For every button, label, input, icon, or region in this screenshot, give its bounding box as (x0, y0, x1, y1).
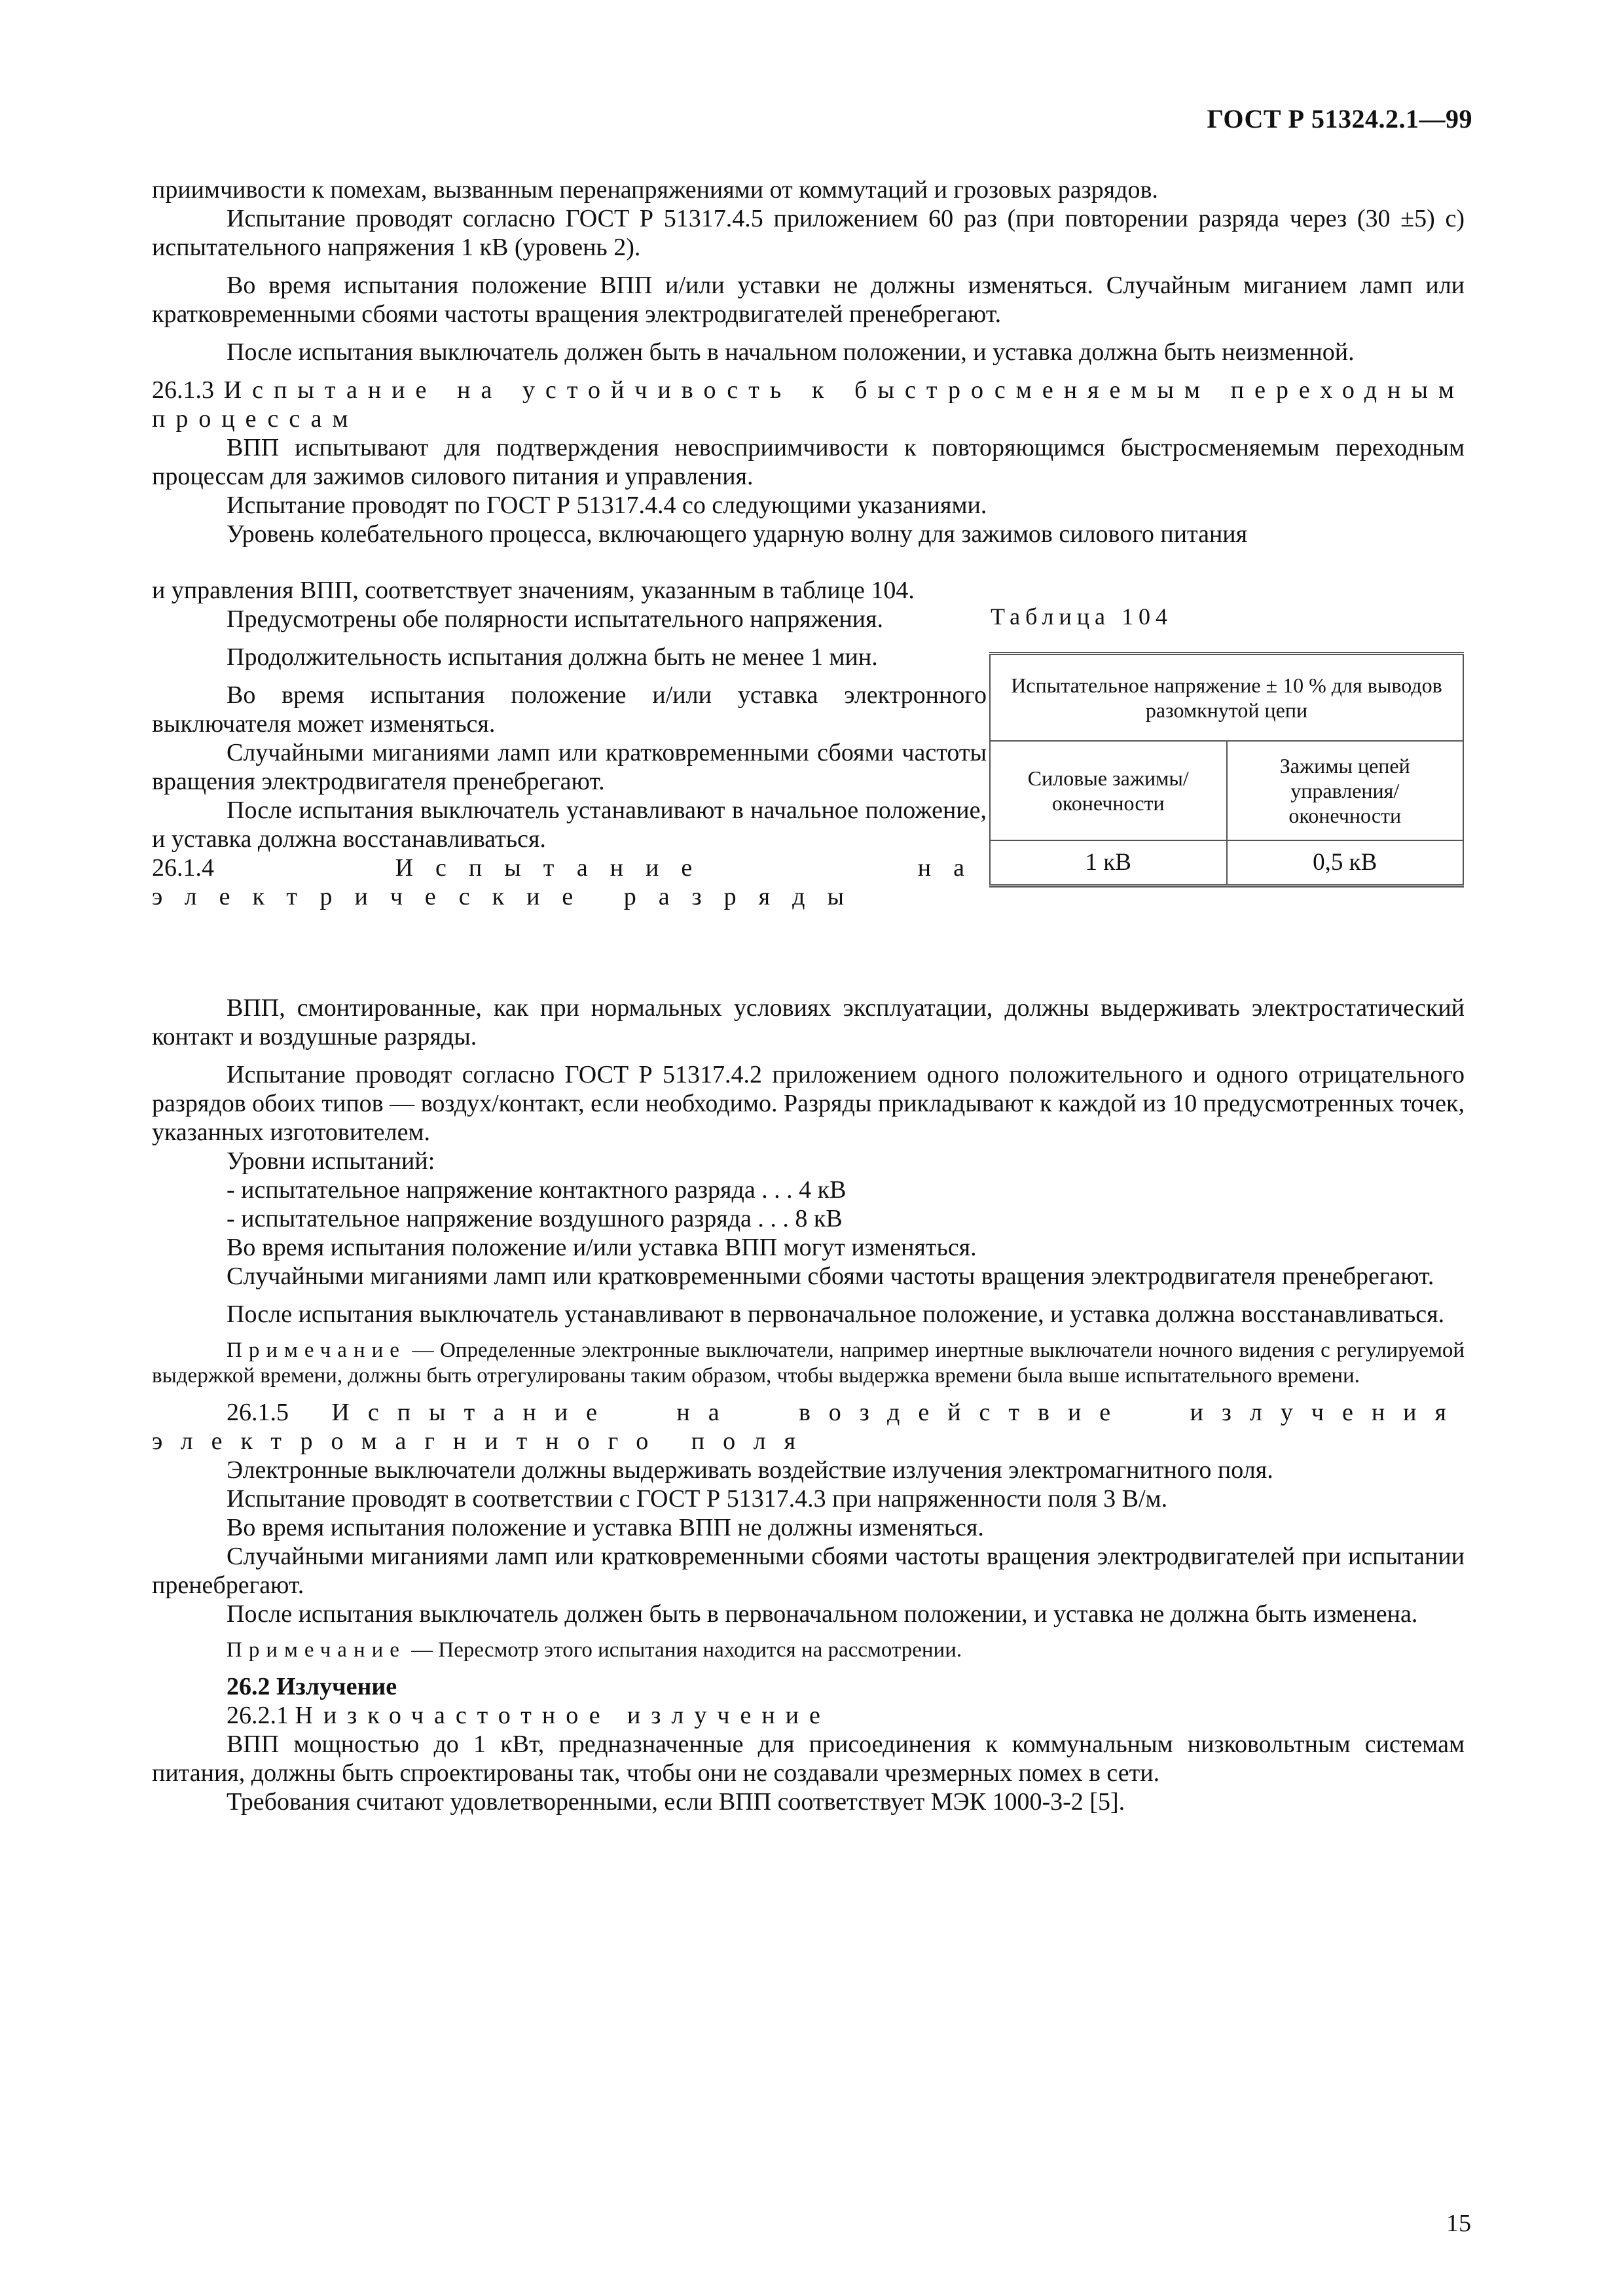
paragraph: Требования считают удовлетворенными, если ВПП соответствует МЭК 1000-3-2 [5]. (227, 1788, 1125, 1816)
paragraph: Уровень колебательного процесса, включающего ударную волну для зажимов силового питания (227, 520, 1248, 548)
table-column-header: Зажимы цепей управления/оконечности (1227, 741, 1464, 840)
note-label: Примечание (227, 1638, 406, 1662)
section-heading-26-2: 26.2 Излучение (227, 1673, 397, 1700)
note-label: Примечание (227, 1338, 406, 1362)
section-title: Испытание на электрические разряды (152, 854, 987, 910)
table-104 (989, 652, 1464, 888)
section-heading-26-1-4 (152, 853, 987, 911)
narrow-column (152, 576, 987, 911)
paragraph: Во время испытания положение ВПП и/или уставки не должны изменяться. Случайным миганием ламп или кратковременными сбоями частоты вращения электродвигателей пренебрегают. (152, 272, 1465, 328)
paragraph: Во время испытания положение и/или уставка ВПП могут изменяться. (227, 1234, 977, 1261)
note (152, 1638, 1465, 1663)
section-number: 26.1.4 (152, 854, 214, 882)
paragraph: ВПП испытывают для подтверждения невосприимчивости к повторяющимся быстросменяемым переходным процессам для зажимов силового питания и управления. (152, 434, 1465, 490)
paragraph: Испытание проводят по ГОСТ Р 51317.4.4 со следующими указаниями. (227, 492, 987, 519)
section-number: 26.2.1 (227, 1702, 289, 1729)
paragraph: Во время испытания положение и/или уставка электронного выключателя может изменяться. (152, 681, 987, 738)
table-column-header: Силовые зажимы/оконечности (990, 741, 1227, 840)
section-title: Низкочастотное излучение (295, 1702, 831, 1729)
paragraph: и управления ВПП, соответствует значениям, указанным в таблице 104. (152, 577, 915, 604)
section-title: Испытание на воздействие излучения электромагнитного поля (152, 1399, 1465, 1455)
page-number: 15 (1446, 2210, 1471, 2237)
lower-section (152, 994, 1465, 1816)
section-title: Испытание на устойчивость к быстросменяемым переходным процессам (152, 376, 1465, 433)
table-caption: Таблица 104 (991, 603, 1173, 630)
paragraph: Предусмотрены обе полярности испытательного напряжения. (227, 605, 883, 633)
list-item: - испытательное напряжение воздушного разряда . . . 8 кВ (227, 1205, 843, 1232)
section-heading-26-1-5 (152, 1398, 1465, 1456)
paragraph: Случайными миганиями ламп или кратковременными сбоями частоты вращения электродвигателей при испытании пренебрегают. (152, 1543, 1465, 1599)
top-section (152, 175, 1465, 548)
paragraph: Во время испытания положение и уставка ВПП не должны изменяться. (227, 1514, 984, 1541)
section-heading-26-2-1 (152, 1701, 1465, 1730)
paragraph: После испытания выключатель должен быть в первоначальном положении, и уставка не должна быть изменена. (227, 1600, 1418, 1628)
paragraph: После испытания выключатель устанавливают в первоначальное положение, и уставка должна восстанавливаться. (227, 1300, 1445, 1328)
paragraph: Продолжительность испытания должна быть не менее 1 мин. (227, 643, 878, 671)
note-text: — Определенные электронные выключатели, например инертные выключатели ночного видения с регулируемой выдержкой времени, должны быть отрегулированы таким образом, чтобы выдержка времени была выше испытательного времени. (152, 1338, 1465, 1388)
paragraph: Случайными миганиями ламп или кратковременными сбоями частоты вращения электродвигателя пренебрегают. (152, 739, 987, 795)
section-number: 26.1.3 (152, 376, 214, 404)
paragraph: Электронные выключатели должны выдерживать воздействие излучения электромагнитного поля. (227, 1456, 1273, 1484)
section-heading-26-1-3 (152, 376, 1465, 433)
paragraph: Испытание проводят согласно ГОСТ Р 51317.4.5 приложением 60 раз (при повторении разряда через (30 ±5) с) испытательного напряжения 1 кВ (уровень 2). (152, 205, 1465, 261)
document-header: ГОСТ Р 51324.2.1—99 (1207, 104, 1472, 134)
paragraph: приимчивости к помехам, вызванным перенапряжениями от коммутаций и грозовых разрядов. (152, 176, 1158, 204)
paragraph: ВПП мощностью до 1 кВт, предназначенные для присоединения к коммунальным низковольтным системам питания, должны быть спроектированы так, чтобы они не создавали чрезмерных помех в сети. (152, 1731, 1465, 1787)
table-header-cell: Испытательное напряжение ± 10 % для выводов разомкнутой цепи (990, 654, 1463, 742)
paragraph: После испытания выключатель должен быть в начальном положении, и уставка должна быть неизменной. (227, 338, 1355, 366)
table-cell: 1 кВ (990, 840, 1227, 886)
list-item: - испытательное напряжение контактного разряда . . . 4 кВ (227, 1176, 847, 1204)
note (152, 1338, 1465, 1389)
section-number: 26.1.5 (227, 1399, 289, 1426)
paragraph: Уровни испытаний: (227, 1147, 435, 1175)
table-cell: 0,5 кВ (1227, 840, 1464, 886)
paragraph: Случайными миганиями ламп или кратковременными сбоями частоты вращения электродвигателя пренебрегают. (227, 1263, 1434, 1290)
paragraph: ВПП, смонтированные, как при нормальных условиях эксплуатации, должны выдерживать электростатический контакт и воздушные разряды. (152, 994, 1465, 1050)
paragraph: После испытания выключатель устанавливают в начальное положение, и уставка должна восстанавливаться. (152, 797, 987, 853)
note-text: — Пересмотр этого испытания находится на рассмотрении. (405, 1638, 962, 1662)
paragraph: Испытание проводят согласно ГОСТ Р 51317.4.2 приложением одного положительного и одного отрицательного разрядов обоих типов — воздух/контакт, если необходимо. Разряды прикладывают к каждой из 10 предусмотренных точек, указанных изготовителем. (152, 1061, 1465, 1146)
paragraph: Испытание проводят в соответствии с ГОСТ Р 51317.4.3 при напряженности поля 3 В/м. (227, 1485, 1168, 1513)
